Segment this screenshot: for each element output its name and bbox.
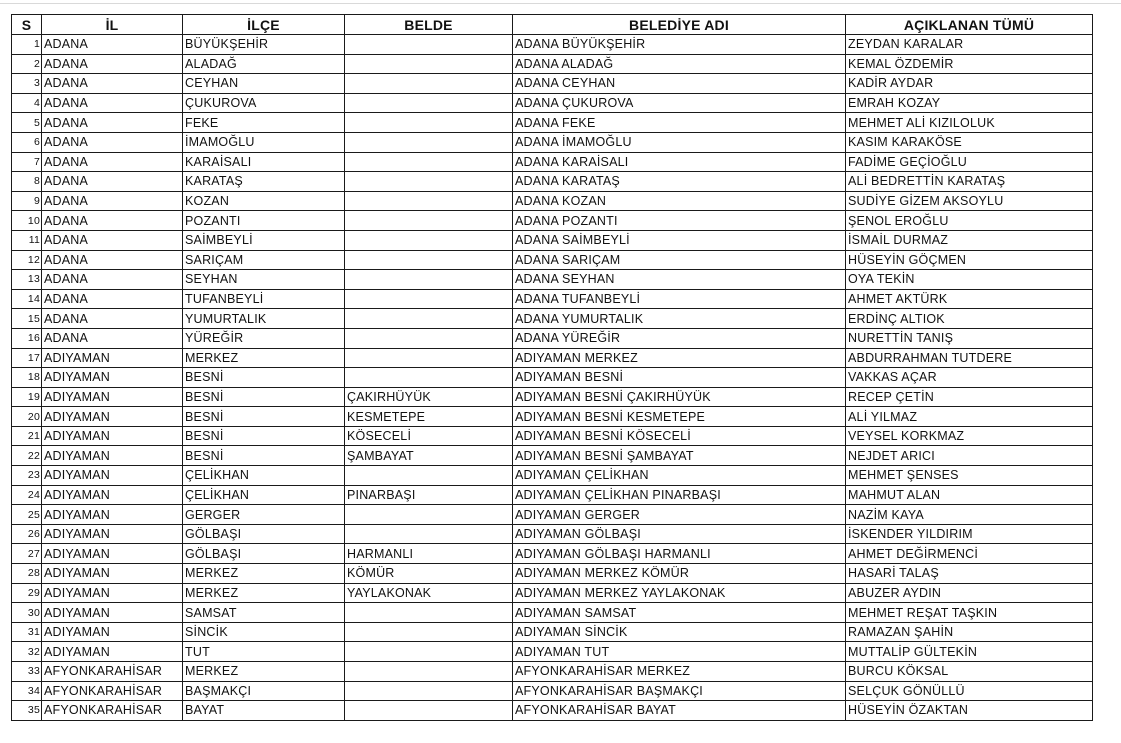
table-row <box>12 113 1093 133</box>
belediye-adi-cell: ADIYAMAN BESNİ ÇAKIRHÜYÜK <box>513 387 846 407</box>
row-number-cell: 34 <box>12 681 42 701</box>
belde-cell <box>345 35 513 55</box>
row-number-cell: 20 <box>12 407 42 427</box>
table-row <box>12 289 1093 309</box>
il-cell: ADANA <box>42 93 183 113</box>
belediye-adi-cell: ADIYAMAN GÖLBAŞI <box>513 524 846 544</box>
belde-cell <box>345 172 513 192</box>
il-cell: ADIYAMAN <box>42 505 183 525</box>
row-number-cell: 19 <box>12 387 42 407</box>
belediye-adi-cell: ADIYAMAN GÖLBAŞI HARMANLI <box>513 544 846 564</box>
belediye-adi-cell: ADIYAMAN TUT <box>513 642 846 662</box>
ilce-cell: MERKEZ <box>183 662 345 682</box>
belediye-adi-cell: ADANA ALADAĞ <box>513 54 846 74</box>
row-number-cell: 2 <box>12 54 42 74</box>
il-cell: ADIYAMAN <box>42 348 183 368</box>
row-number-cell: 35 <box>12 701 42 721</box>
ilce-cell: İMAMOĞLU <box>183 132 345 152</box>
ilce-cell: SAMSAT <box>183 603 345 623</box>
ilce-cell: GÖLBAŞI <box>183 524 345 544</box>
aciklanan-cell: KEMAL ÖZDEMİR <box>846 54 1093 74</box>
ilce-cell: SİNCİK <box>183 622 345 642</box>
il-cell: AFYONKARAHİSAR <box>42 701 183 721</box>
row-number-cell: 3 <box>12 74 42 94</box>
belediye-adi-cell: ADANA SEYHAN <box>513 270 846 290</box>
ilce-cell: KARAİSALI <box>183 152 345 172</box>
row-number-cell: 18 <box>12 368 42 388</box>
il-cell: ADIYAMAN <box>42 368 183 388</box>
belediye-adi-cell: ADIYAMAN BESNİ ŞAMBAYAT <box>513 446 846 466</box>
aciklanan-cell: ABUZER AYDIN <box>846 583 1093 603</box>
aciklanan-cell: HÜSEYİN GÖÇMEN <box>846 250 1093 270</box>
aciklanan-cell: NAZİM KAYA <box>846 505 1093 525</box>
il-cell: ADANA <box>42 270 183 290</box>
ilce-cell: YUMURTALIK <box>183 309 345 329</box>
belde-cell <box>345 524 513 544</box>
belde-cell <box>345 250 513 270</box>
aciklanan-cell: FADİME GEÇİOĞLU <box>846 152 1093 172</box>
il-cell: ADANA <box>42 328 183 348</box>
aciklanan-cell: MEHMET ALİ KIZILOLUK <box>846 113 1093 133</box>
belediye-adi-cell: AFYONKARAHİSAR BAYAT <box>513 701 846 721</box>
il-cell: ADIYAMAN <box>42 564 183 584</box>
aciklanan-cell: RECEP ÇETİN <box>846 387 1093 407</box>
belde-cell: KÖMÜR <box>345 564 513 584</box>
belde-cell <box>345 74 513 94</box>
ilce-cell: MERKEZ <box>183 564 345 584</box>
row-number-cell: 31 <box>12 622 42 642</box>
row-number-cell: 1 <box>12 35 42 55</box>
table-row <box>12 211 1093 231</box>
table-row <box>12 466 1093 486</box>
il-cell: ADANA <box>42 74 183 94</box>
ilce-cell: KARATAŞ <box>183 172 345 192</box>
table-row <box>12 407 1093 427</box>
il-cell: ADANA <box>42 132 183 152</box>
belde-cell: KÖSECELİ <box>345 426 513 446</box>
il-cell: ADANA <box>42 211 183 231</box>
row-number-cell: 14 <box>12 289 42 309</box>
table-row <box>12 662 1093 682</box>
aciklanan-cell: İSMAİL DURMAZ <box>846 230 1093 250</box>
table-row <box>12 505 1093 525</box>
belediye-adi-cell: ADIYAMAN ÇELİKHAN <box>513 466 846 486</box>
row-number-cell: 4 <box>12 93 42 113</box>
aciklanan-cell: MUTTALİP GÜLTEKİN <box>846 642 1093 662</box>
belde-cell: KESMETEPE <box>345 407 513 427</box>
belediye-adi-cell: ADANA KOZAN <box>513 191 846 211</box>
ilce-cell: CEYHAN <box>183 74 345 94</box>
il-cell: ADIYAMAN <box>42 603 183 623</box>
aciklanan-cell: EMRAH KOZAY <box>846 93 1093 113</box>
belde-cell <box>345 368 513 388</box>
aciklanan-cell: ALİ BEDRETTİN KARATAŞ <box>846 172 1093 192</box>
belediye-adi-cell: AFYONKARAHİSAR MERKEZ <box>513 662 846 682</box>
aciklanan-cell: MEHMET ŞENSES <box>846 466 1093 486</box>
row-number-cell: 24 <box>12 485 42 505</box>
row-number-cell: 8 <box>12 172 42 192</box>
belde-cell <box>345 622 513 642</box>
aciklanan-cell: OYA TEKİN <box>846 270 1093 290</box>
header-row <box>12 15 1093 35</box>
il-cell: ADANA <box>42 152 183 172</box>
aciklanan-cell: ERDİNÇ ALTIOK <box>846 309 1093 329</box>
ilce-cell: MERKEZ <box>183 348 345 368</box>
aciklanan-cell: AHMET DEĞİRMENCİ <box>846 544 1093 564</box>
aciklanan-cell: MAHMUT ALAN <box>846 485 1093 505</box>
il-cell: ADIYAMAN <box>42 466 183 486</box>
table-row <box>12 544 1093 564</box>
aciklanan-cell: KASIM KARAKÖSE <box>846 132 1093 152</box>
ilce-cell: SAİMBEYLİ <box>183 230 345 250</box>
ilce-cell: SARIÇAM <box>183 250 345 270</box>
belde-cell <box>345 211 513 231</box>
aciklanan-cell: VAKKAS AÇAR <box>846 368 1093 388</box>
aciklanan-cell: ALİ YILMAZ <box>846 407 1093 427</box>
aciklanan-cell: BURCU KÖKSAL <box>846 662 1093 682</box>
table-row <box>12 622 1093 642</box>
belde-cell <box>345 642 513 662</box>
table-header <box>12 15 1093 35</box>
il-cell: ADIYAMAN <box>42 583 183 603</box>
top-divider <box>0 3 1121 4</box>
belediye-adi-cell: ADANA ÇUKUROVA <box>513 93 846 113</box>
belde-cell <box>345 54 513 74</box>
aciklanan-cell: MEHMET REŞAT TAŞKIN <box>846 603 1093 623</box>
ilce-cell: TUT <box>183 642 345 662</box>
belde-cell <box>345 505 513 525</box>
aciklanan-cell: SUDİYE GİZEM AKSOYLU <box>846 191 1093 211</box>
ilce-cell: BESNİ <box>183 407 345 427</box>
aciklanan-cell: KADİR AYDAR <box>846 74 1093 94</box>
belde-cell <box>345 348 513 368</box>
il-cell: ADIYAMAN <box>42 642 183 662</box>
table-row <box>12 191 1093 211</box>
ilce-cell: FEKE <box>183 113 345 133</box>
header-s: S <box>12 15 42 35</box>
row-number-cell: 12 <box>12 250 42 270</box>
il-cell: ADIYAMAN <box>42 544 183 564</box>
mayor-list-table <box>11 14 1093 721</box>
row-number-cell: 13 <box>12 270 42 290</box>
il-cell: ADIYAMAN <box>42 387 183 407</box>
row-number-cell: 27 <box>12 544 42 564</box>
aciklanan-cell: ZEYDAN KARALAR <box>846 35 1093 55</box>
belde-cell <box>345 191 513 211</box>
ilce-cell: KOZAN <box>183 191 345 211</box>
belde-cell: ÇAKIRHÜYÜK <box>345 387 513 407</box>
belde-cell <box>345 681 513 701</box>
belde-cell: HARMANLI <box>345 544 513 564</box>
belediye-adi-cell: ADIYAMAN MERKEZ <box>513 348 846 368</box>
belediye-adi-cell: ADANA SAİMBEYLİ <box>513 230 846 250</box>
ilce-cell: ÇELİKHAN <box>183 466 345 486</box>
belde-cell <box>345 328 513 348</box>
aciklanan-cell: RAMAZAN ŞAHİN <box>846 622 1093 642</box>
belediye-adi-cell: ADANA İMAMOĞLU <box>513 132 846 152</box>
belediye-adi-cell: ADANA SARIÇAM <box>513 250 846 270</box>
table-row <box>12 485 1093 505</box>
il-cell: ADANA <box>42 191 183 211</box>
header-aciklanan-tumu: AÇIKLANAN TÜMÜ <box>846 15 1093 35</box>
table-row <box>12 74 1093 94</box>
belediye-adi-cell: ADIYAMAN BESNİ KESMETEPE <box>513 407 846 427</box>
belediye-adi-cell: ADIYAMAN GERGER <box>513 505 846 525</box>
belediye-adi-cell: ADIYAMAN BESNİ KÖSECELİ <box>513 426 846 446</box>
aciklanan-cell: İSKENDER YILDIRIM <box>846 524 1093 544</box>
table-row <box>12 309 1093 329</box>
table-row <box>12 250 1093 270</box>
belde-cell <box>345 113 513 133</box>
ilce-cell: BAŞMAKÇI <box>183 681 345 701</box>
ilce-cell: GERGER <box>183 505 345 525</box>
row-number-cell: 5 <box>12 113 42 133</box>
belde-cell <box>345 152 513 172</box>
ilce-cell: BAYAT <box>183 701 345 721</box>
row-number-cell: 32 <box>12 642 42 662</box>
row-number-cell: 22 <box>12 446 42 466</box>
table-row <box>12 681 1093 701</box>
row-number-cell: 29 <box>12 583 42 603</box>
table-row <box>12 583 1093 603</box>
table-row <box>12 387 1093 407</box>
table-body <box>12 35 1093 721</box>
il-cell: ADANA <box>42 230 183 250</box>
belde-cell <box>345 230 513 250</box>
table-row <box>12 564 1093 584</box>
row-number-cell: 11 <box>12 230 42 250</box>
row-number-cell: 28 <box>12 564 42 584</box>
aciklanan-cell: VEYSEL KORKMAZ <box>846 426 1093 446</box>
il-cell: ADANA <box>42 172 183 192</box>
il-cell: ADANA <box>42 54 183 74</box>
table-row <box>12 368 1093 388</box>
header-ilce: İLÇE <box>183 15 345 35</box>
il-cell: ADANA <box>42 113 183 133</box>
belde-cell: PINARBAŞI <box>345 485 513 505</box>
table-row <box>12 132 1093 152</box>
aciklanan-cell: NEJDET ARICI <box>846 446 1093 466</box>
row-number-cell: 30 <box>12 603 42 623</box>
header-belediye-adi: BELEDİYE ADI <box>513 15 846 35</box>
il-cell: ADANA <box>42 250 183 270</box>
table-row <box>12 172 1093 192</box>
row-number-cell: 23 <box>12 466 42 486</box>
belde-cell <box>345 701 513 721</box>
il-cell: ADIYAMAN <box>42 485 183 505</box>
ilce-cell: YÜREĞİR <box>183 328 345 348</box>
table-row <box>12 270 1093 290</box>
table-row <box>12 642 1093 662</box>
row-number-cell: 17 <box>12 348 42 368</box>
aciklanan-cell: ABDURRAHMAN TUTDERE <box>846 348 1093 368</box>
ilce-cell: MERKEZ <box>183 583 345 603</box>
header-belde: BELDE <box>345 15 513 35</box>
table-row <box>12 524 1093 544</box>
belde-cell <box>345 309 513 329</box>
belde-cell <box>345 132 513 152</box>
belediye-adi-cell: ADANA KARAİSALI <box>513 152 846 172</box>
header-il: İL <box>42 15 183 35</box>
belde-cell: ŞAMBAYAT <box>345 446 513 466</box>
belediye-adi-cell: ADIYAMAN BESNİ <box>513 368 846 388</box>
il-cell: ADIYAMAN <box>42 524 183 544</box>
belediye-adi-cell: ADIYAMAN SAMSAT <box>513 603 846 623</box>
belde-cell <box>345 270 513 290</box>
row-number-cell: 16 <box>12 328 42 348</box>
row-number-cell: 15 <box>12 309 42 329</box>
il-cell: ADIYAMAN <box>42 446 183 466</box>
belediye-adi-cell: ADIYAMAN SİNCİK <box>513 622 846 642</box>
il-cell: AFYONKARAHİSAR <box>42 662 183 682</box>
belediye-adi-cell: ADANA YÜREĞİR <box>513 328 846 348</box>
aciklanan-cell: HÜSEYİN ÖZAKTAN <box>846 701 1093 721</box>
belediye-adi-cell: ADANA TUFANBEYLİ <box>513 289 846 309</box>
ilce-cell: TUFANBEYLİ <box>183 289 345 309</box>
table-row <box>12 348 1093 368</box>
table-row <box>12 426 1093 446</box>
ilce-cell: BESNİ <box>183 426 345 446</box>
row-number-cell: 25 <box>12 505 42 525</box>
belediye-adi-cell: ADIYAMAN MERKEZ KÖMÜR <box>513 564 846 584</box>
ilce-cell: BESNİ <box>183 446 345 466</box>
table-row <box>12 328 1093 348</box>
belde-cell <box>345 466 513 486</box>
belediye-adi-cell: ADANA POZANTI <box>513 211 846 231</box>
belediye-adi-cell: ADANA CEYHAN <box>513 74 846 94</box>
ilce-cell: ALADAĞ <box>183 54 345 74</box>
aciklanan-cell: SELÇUK GÖNÜLLÜ <box>846 681 1093 701</box>
ilce-cell: POZANTI <box>183 211 345 231</box>
ilce-cell: BESNİ <box>183 368 345 388</box>
belediye-adi-cell: ADANA YUMURTALIK <box>513 309 846 329</box>
il-cell: ADANA <box>42 289 183 309</box>
ilce-cell: ÇELİKHAN <box>183 485 345 505</box>
table-row <box>12 35 1093 55</box>
il-cell: ADIYAMAN <box>42 407 183 427</box>
ilce-cell: GÖLBAŞI <box>183 544 345 564</box>
row-number-cell: 21 <box>12 426 42 446</box>
table-row <box>12 603 1093 623</box>
ilce-cell: BÜYÜKŞEHİR <box>183 35 345 55</box>
table-row <box>12 93 1093 113</box>
table-row <box>12 446 1093 466</box>
row-number-cell: 7 <box>12 152 42 172</box>
ilce-cell: BESNİ <box>183 387 345 407</box>
table-row <box>12 152 1093 172</box>
row-number-cell: 33 <box>12 662 42 682</box>
belediye-adi-cell: ADANA BÜYÜKŞEHİR <box>513 35 846 55</box>
belde-cell <box>345 662 513 682</box>
table-row <box>12 54 1093 74</box>
aciklanan-cell: NURETTİN TANIŞ <box>846 328 1093 348</box>
il-cell: ADANA <box>42 35 183 55</box>
belde-cell <box>345 289 513 309</box>
il-cell: ADIYAMAN <box>42 622 183 642</box>
il-cell: AFYONKARAHİSAR <box>42 681 183 701</box>
aciklanan-cell: AHMET AKTÜRK <box>846 289 1093 309</box>
belde-cell: YAYLAKONAK <box>345 583 513 603</box>
row-number-cell: 26 <box>12 524 42 544</box>
il-cell: ADANA <box>42 309 183 329</box>
belediye-adi-cell: ADANA FEKE <box>513 113 846 133</box>
row-number-cell: 6 <box>12 132 42 152</box>
belediye-adi-cell: ADANA KARATAŞ <box>513 172 846 192</box>
belediye-adi-cell: ADIYAMAN MERKEZ YAYLAKONAK <box>513 583 846 603</box>
row-number-cell: 10 <box>12 211 42 231</box>
belediye-adi-cell: ADIYAMAN ÇELİKHAN PINARBAŞI <box>513 485 846 505</box>
il-cell: ADIYAMAN <box>42 426 183 446</box>
belediye-adi-cell: AFYONKARAHİSAR BAŞMAKÇI <box>513 681 846 701</box>
table-row <box>12 701 1093 721</box>
table-row <box>12 230 1093 250</box>
aciklanan-cell: ŞENOL EROĞLU <box>846 211 1093 231</box>
belde-cell <box>345 93 513 113</box>
aciklanan-cell: HASARİ TALAŞ <box>846 564 1093 584</box>
ilce-cell: ÇUKUROVA <box>183 93 345 113</box>
ilce-cell: SEYHAN <box>183 270 345 290</box>
row-number-cell: 9 <box>12 191 42 211</box>
belde-cell <box>345 603 513 623</box>
